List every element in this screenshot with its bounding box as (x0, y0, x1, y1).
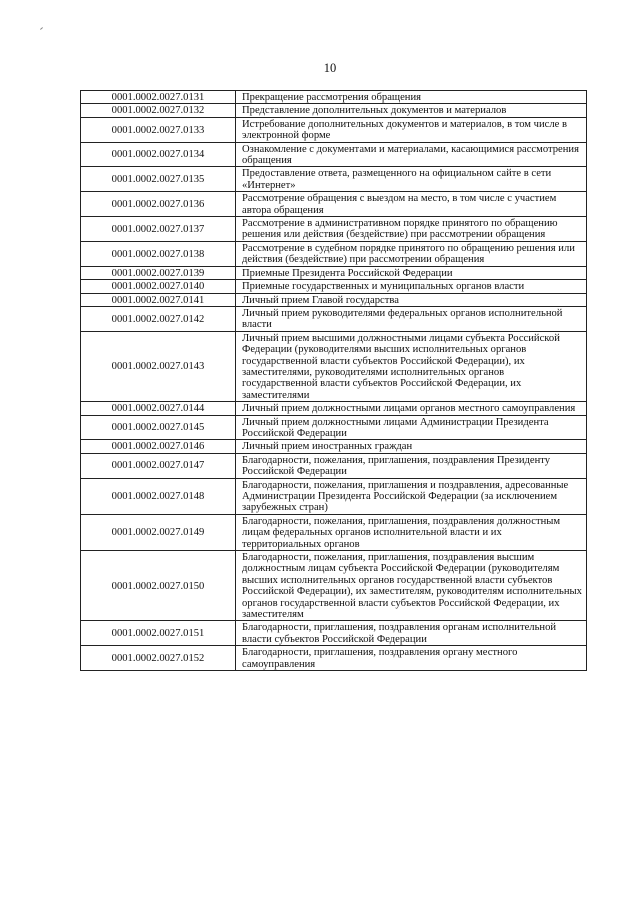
table-row (81, 306, 587, 331)
classifier-code: 0001.0002.0027.0150 (81, 551, 236, 621)
table-row (81, 646, 587, 671)
table-row (81, 266, 587, 279)
classifier-code: 0001.0002.0027.0136 (81, 192, 236, 217)
table-row (81, 331, 587, 401)
table-row (81, 241, 587, 266)
classifier-description: Личный прием высшими должностными лицами субъекта Российской Федерации (руководителями высших исполнительных органов государственной власти субъектов Российской Федерации), их заместителями, руководителями исполнительных органов государственной власти субъектов Российской Федерации, их заместителями (236, 331, 587, 401)
classifier-code: 0001.0002.0027.0137 (81, 217, 236, 242)
table-row (81, 453, 587, 478)
table-row (81, 415, 587, 440)
classifier-code: 0001.0002.0027.0144 (81, 402, 236, 415)
classifier-code: 0001.0002.0027.0145 (81, 415, 236, 440)
classifier-code: 0001.0002.0027.0152 (81, 646, 236, 671)
classifier-description: Благодарности, пожелания, приглашения, поздравления Президенту Российской Федерации (236, 453, 587, 478)
table-row (81, 402, 587, 415)
classifier-description: Прекращение рассмотрения обращения (236, 91, 587, 104)
classifier-description: Благодарности, приглашения, поздравления органам исполнительной власти субъектов Российской Федерации (236, 621, 587, 646)
classifier-code: 0001.0002.0027.0146 (81, 440, 236, 453)
classifier-description: Благодарности, приглашения, поздравления органу местного самоуправления (236, 646, 587, 671)
table-row (81, 192, 587, 217)
classifier-description: Ознакомление с документами и материалами, касающимися рассмотрения обращения (236, 142, 587, 167)
classifier-description: Приемные Президента Российской Федерации (236, 266, 587, 279)
page-number: 10 (323, 61, 337, 75)
classifier-code: 0001.0002.0027.0132 (81, 104, 236, 117)
table-row (81, 478, 587, 514)
table-row (81, 142, 587, 167)
classifier-code: 0001.0002.0027.0142 (81, 306, 236, 331)
classifier-description: Приемные государственных и муниципальных органов власти (236, 280, 587, 293)
classifier-description: Личный прием должностными лицами Администрации Президента Российской Федерации (236, 415, 587, 440)
classifier-code: 0001.0002.0027.0140 (81, 280, 236, 293)
table-row (81, 104, 587, 117)
table-row (81, 217, 587, 242)
classifier-code: 0001.0002.0027.0133 (81, 117, 236, 142)
classifier-table-body (81, 91, 587, 671)
classifier-code: 0001.0002.0027.0135 (81, 167, 236, 192)
classifier-code: 0001.0002.0027.0151 (81, 621, 236, 646)
table-row (81, 551, 587, 621)
classifier-description: Благодарности, пожелания, приглашения, поздравления должностным лицам федеральных органов исполнительной власти и их территориальных органов (236, 514, 587, 550)
classifier-description: Истребование дополнительных документов и материалов, в том числе в электронной форме (236, 117, 587, 142)
classifier-description: Личный прием должностными лицами органов местного самоуправления (236, 402, 587, 415)
classifier-description: Представление дополнительных документов и материалов (236, 104, 587, 117)
table-row (81, 117, 587, 142)
classifier-description: Благодарности, пожелания, приглашения, поздравления высшим должностным лицам субъекта Российской Федерации (руководителям высших исполнительных органов государственной власти субъектов Российской Федерации), их заместителям, руководителям исполнительных органов государственной власти субъектов Российской Федерации, их заместителям (236, 551, 587, 621)
classifier-description: Рассмотрение в судебном порядке принятого по обращению решения или действия (бездействие) при рассмотрении обращения (236, 241, 587, 266)
classifier-code: 0001.0002.0027.0134 (81, 142, 236, 167)
classifier-code: 0001.0002.0027.0141 (81, 293, 236, 306)
table-row (81, 91, 587, 104)
table-row (81, 440, 587, 453)
classifier-description: Личный прием Главой государства (236, 293, 587, 306)
classifier-code: 0001.0002.0027.0139 (81, 266, 236, 279)
classifier-code: 0001.0002.0027.0147 (81, 453, 236, 478)
classifier-description: Личный прием иностранных граждан (236, 440, 587, 453)
classifier-description: Личный прием руководителями федеральных органов исполнительной власти (236, 306, 587, 331)
classifier-code: 0001.0002.0027.0149 (81, 514, 236, 550)
classifier-description: Рассмотрение в административном порядке принятого по обращению решения или действия (бездействие) при рассмотрении обращения (236, 217, 587, 242)
classifier-description: Благодарности, пожелания, приглашения и поздравления, адресованные Администрации Президента Российской Федерации (за исключением зарубежных стран) (236, 478, 587, 514)
classifier-table (80, 90, 587, 671)
classifier-code: 0001.0002.0027.0131 (81, 91, 236, 104)
classifier-code: 0001.0002.0027.0138 (81, 241, 236, 266)
classifier-description: Рассмотрение обращения с выездом на место, в том числе с участием автора обращения (236, 192, 587, 217)
table-row (81, 293, 587, 306)
scan-artifact (40, 27, 43, 30)
table-row (81, 621, 587, 646)
classifier-description: Предоставление ответа, размещенного на официальном сайте в сети «Интернет» (236, 167, 587, 192)
table-row (81, 167, 587, 192)
classifier-code: 0001.0002.0027.0148 (81, 478, 236, 514)
classifier-code: 0001.0002.0027.0143 (81, 331, 236, 401)
table-row (81, 514, 587, 550)
table-row (81, 280, 587, 293)
